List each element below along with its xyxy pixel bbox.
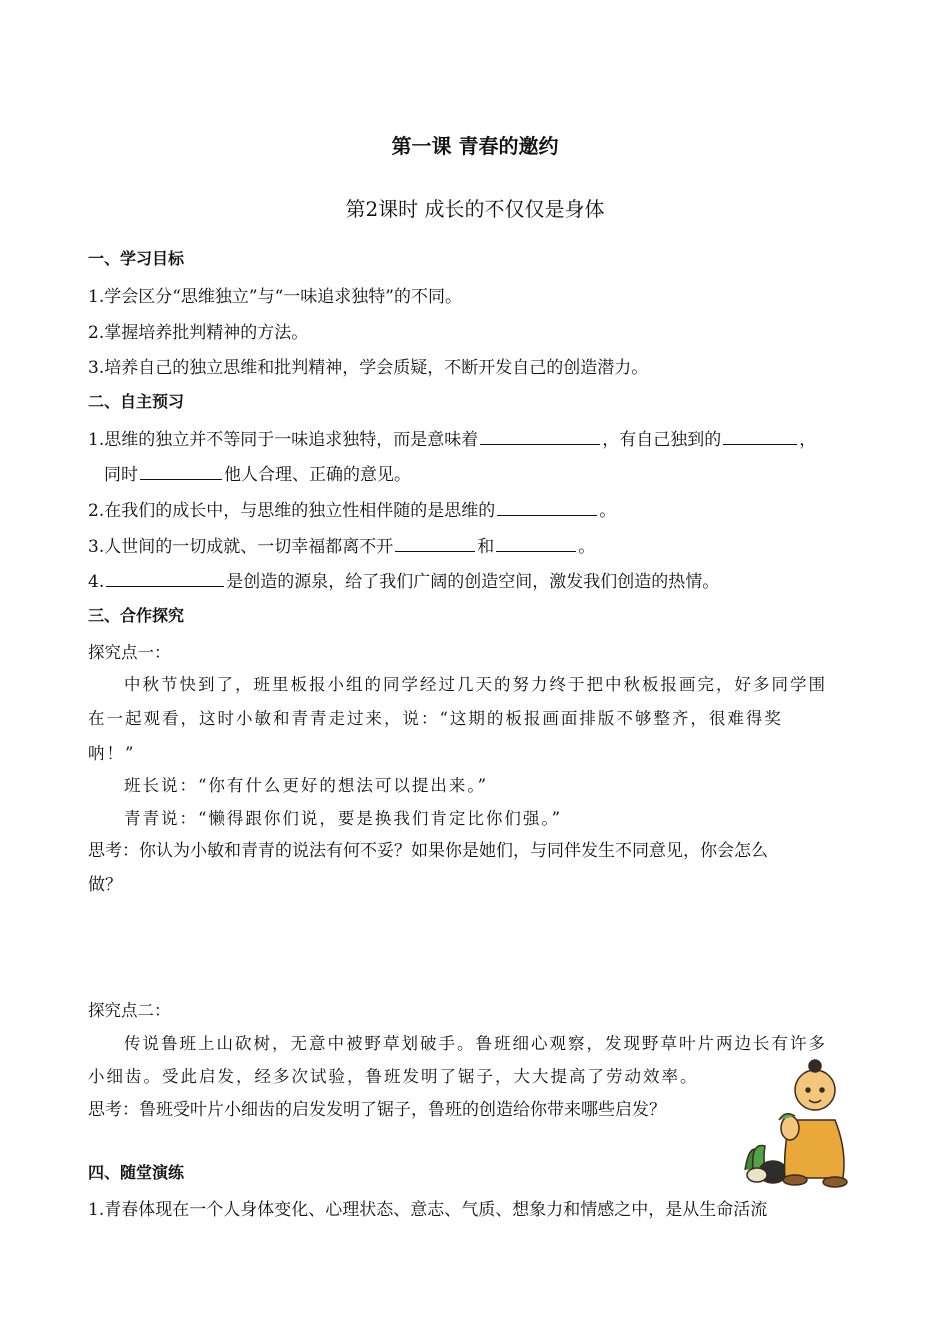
fill-blank[interactable] <box>140 463 222 480</box>
fill-blank[interactable] <box>496 535 576 552</box>
fill-blank[interactable] <box>395 535 475 552</box>
story-line: 呐！” <box>88 744 136 763</box>
preview-question <box>88 496 616 521</box>
think-question: 思考：你认为小敏和青青的说法有何不妥？如果你是她们，与同伴发生不同意见，你会怎么 <box>88 841 768 861</box>
question-text: 他人合理、正确的意见。 <box>224 465 411 485</box>
page-subtitle: 第2课时 成长的不仅仅是身体 <box>345 197 605 221</box>
question-text: ， <box>799 430 817 450</box>
question-text: 。 <box>599 501 617 521</box>
question-text: 1.思维的独立并不等同于一味追求独特，而是意味着 <box>88 430 479 450</box>
preview-question <box>88 567 719 592</box>
think-question: 思考：鲁班受叶片小细齿的启发发明了锯子，鲁班的创造给你带来哪些启发？ <box>88 1100 666 1120</box>
goal-item: 1.学会区分“思维独立”与“一味追求独特”的不同。 <box>88 287 462 307</box>
page-title: 第一课 青春的邀约 <box>391 134 559 158</box>
answer-area[interactable] <box>88 905 868 985</box>
fill-blank[interactable] <box>723 428 797 445</box>
section-heading-goals: 一、学习目标 <box>88 249 185 268</box>
explore-point-label: 探究点二： <box>88 1001 171 1020</box>
section-heading-practice: 四、随堂演练 <box>88 1163 185 1182</box>
question-text: 同时 <box>104 465 138 485</box>
section-heading-preview: 二、自主预习 <box>88 392 185 411</box>
story-line: 小细齿。受此启发，经多次试验，鲁班发明了锯子，大大提高了劳动效率。 <box>88 1067 699 1086</box>
question-text: ，有自己独到的 <box>602 430 722 450</box>
question-text: 是创造的源泉，给了我们广阔的创造空间，激发我们创造的热情。 <box>226 572 720 592</box>
question-text: 3.人世间的一切成就、一切幸福都离不开 <box>88 537 394 557</box>
story-line: 传说鲁班上山砍树，无意中被野草划破手。鲁班细心观察，发现野草叶片两边长有许多 <box>124 1034 827 1053</box>
question-text: 4. <box>88 572 105 592</box>
question-text: 2.在我们的成长中，与思维的独立性相伴随的是思维的 <box>88 501 496 521</box>
goal-item: 2.掌握培养批判精神的方法。 <box>88 323 309 343</box>
section-heading-explore: 三、合作探究 <box>88 606 185 625</box>
think-question: 做？ <box>88 875 122 895</box>
story-line: 在一起观看，这时小敏和青青走过来，说：“这期的板报画面排版不够整齐，很难得奖 <box>88 709 783 728</box>
fill-blank[interactable] <box>480 428 600 445</box>
story-line: 青青说：“懒得跟你们说，要是换我们肯定比你们强。” <box>124 809 563 828</box>
question-text: 和 <box>477 537 495 557</box>
practice-question: 1.青春体现在一个人身体变化、心理状态、意志、气质、想象力和情感之中，是从生命活流 <box>88 1200 768 1220</box>
preview-question-continued <box>104 460 411 485</box>
story-line: 班长说：“你有什么更好的想法可以提出来。” <box>124 776 489 795</box>
story-line: 中秋节快到了，班里板报小组的同学经过几天的努力终于把中秋板报画完，好多同学围 <box>124 675 827 694</box>
question-text: 。 <box>578 537 596 557</box>
luban-illustration <box>735 1050 860 1190</box>
fill-blank[interactable] <box>106 570 224 587</box>
goal-item: 3.培养自己的独立思维和批判精神，学会质疑，不断开发自己的创造潜力。 <box>88 358 649 378</box>
preview-question <box>88 425 816 450</box>
preview-question <box>88 532 595 557</box>
explore-point-label: 探究点一： <box>88 643 171 662</box>
fill-blank[interactable] <box>497 499 597 516</box>
